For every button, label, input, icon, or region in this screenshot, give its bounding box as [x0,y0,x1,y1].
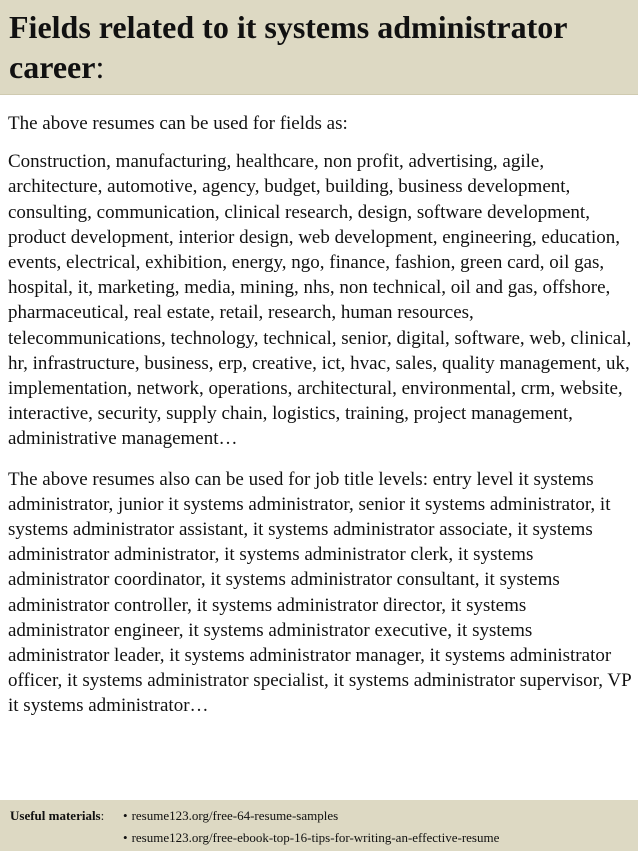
resource-link-ebook-tips[interactable] [123,828,499,848]
resource-link-resume-samples[interactable] [123,806,338,826]
page-title-text: Fields related to it systems administrator career [9,9,567,85]
useful-materials-label [10,806,104,826]
useful-materials-label-colon: : [100,808,105,823]
page-title [9,7,629,87]
bullet-icon: • [123,808,128,823]
intro-paragraph: The above resumes can be used for fields as: [8,113,348,134]
useful-materials-footer [0,800,638,851]
page-title-colon: : [95,49,105,85]
content-body [8,111,632,719]
fields-paragraph: Construction, manufacturing, healthcare, non profit, advertising, agile, architecture, automotive, agency, budget, building, business development, consulting, communication, clinical research, design, software development, product development, interior design, web development, engineering, education, events, electrical, exhibition, energy, ngo, finance, fashion, green card, oil gas, hospital, it, marketing, media, mining, nhs, non technical, oil and gas, offshore, pharmaceutical, real estate, retail, research, human resources, telecommunications, technology, technical, senior, digital, software, web, clinical, hr, infrastructure, business, erp, creative, ict, hvac, sales, quality management, uk, implementation, network, operations, architectural, environmental, crm, website, interactive, security, supply chain, logistics, training, project management, administrative management… [8,151,632,450]
useful-materials-label-text: Useful materials [10,808,101,823]
title-banner [0,0,638,95]
resource-link-text[interactable]: resume123.org/free-64-resume-samples [131,808,339,823]
bullet-icon: • [123,830,128,845]
resource-link-text[interactable]: resume123.org/free-ebook-top-16-tips-for-writing-an-effective-resume [131,830,500,845]
job-levels-paragraph: The above resumes also can be used for job title levels: entry level it systems administrator, junior it systems administrator, senior it systems administrator, it systems administrator assistant, it systems administrator associate, it systems administrator administrator, it systems administrator clerk, it systems administrator coordinator, it systems administrator consultant, it systems administrator controller, it systems administrator director, it systems administrator engineer, it systems administrator executive, it systems administrator leader, it systems administrator manager, it systems administrator officer, it systems administrator specialist, it systems administrator supervisor, VP it systems administrator… [8,468,631,717]
